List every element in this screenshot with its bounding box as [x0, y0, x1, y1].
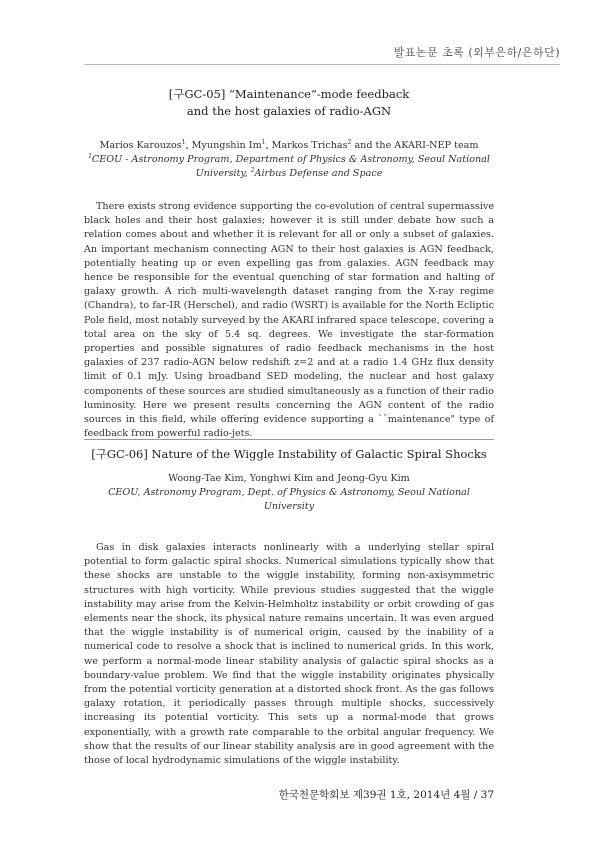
author-name: Markos Trichas	[271, 140, 348, 151]
title-line-2: and the host galaxies of radio-AGN	[186, 104, 392, 118]
affiliation-line: Airbus Defense and Space	[254, 168, 383, 179]
header-divider	[84, 64, 560, 65]
affil-mark: 2	[347, 138, 352, 146]
abstract-code: [구GC-05]	[168, 87, 226, 101]
abstract-title	[84, 86, 494, 120]
author-name: Marios Karouzos	[99, 140, 182, 151]
abstract-body: Gas in disk galaxies interacts nonlinearly with a underlying stellar spiral potential to form galactic spiral shocks. Numerical simulations typically show that these shocks are unstable to the wiggle instability, forming non-axisymmetric structures with high vorticity. While previous studies suggested that the wiggle instability may arise from the Kelvin-Helmholtz instability or orbit crowding of gas elements near the shock, its physical nature remains uncertain. It was even argued that the wiggle instability is of numerical origin, caused by the inability of a numerical code to resolve a shock that is inclined to numerical grids. In this work, we perform a normal-mode linear stability analysis of galactic spiral shocks as a boundary-value problem. We find that the wiggle instability originates physically from the potential vorticity generation at a distorted shock front. As the gas follows galaxy rotation, it periodically passes through multiple shocks, successively increasing its potential vorticity. This sets up a normal-mode that grows exponentially, with a growth rate comparable to the orbital angular frequency. We show that the results of our linear stability analysis are in good agreement with the those of local hydrodynamic simulations of the wiggle instability.	[84, 542, 494, 767]
abstract-title	[84, 446, 494, 463]
abstract-gc06	[84, 446, 494, 768]
author-list: Woong-Tae Kim, Yonghwi Kim and Jeong-Gyu Kim	[168, 473, 410, 484]
title-line-1: “Maintenance”-mode feedback	[229, 87, 410, 101]
title-text: Nature of the Wiggle Instability of Galactic Spiral Shocks	[151, 447, 487, 461]
affil-mark: 1	[261, 138, 266, 146]
affiliation	[84, 153, 494, 181]
affiliation: CEOU, Astronomy Program, Dept. of Physics & Astronomy, Seoul National University	[108, 487, 470, 512]
affil-mark: 1	[88, 152, 92, 160]
abstract-gc05	[84, 86, 494, 441]
affiliation-line: CEOU - Astronomy Program, Department of Physics & Astronomy, Seoul National	[91, 154, 490, 165]
abstract-code: [구GC-06]	[91, 447, 148, 461]
affil-mark: 2	[250, 166, 255, 174]
page-footer: 한국천문학회보 제39권 1호, 2014년 4월 / 37	[278, 789, 494, 801]
affil-mark: 1	[181, 138, 186, 146]
section-divider	[84, 439, 494, 440]
affiliation-line: University,	[195, 168, 251, 179]
running-header: 발표논문 초록 (외부은하/은하단)	[393, 46, 560, 59]
author-name: and the AKARI-NEP team	[351, 140, 479, 151]
author-list: Marios Karouzos$^1$, Myungshin Im$^1$, Markos Trichas$^2$ and the AKARI-NEP team	[99, 138, 479, 151]
abstract-body: There exists strong evidence supporting the co-evolution of central supermassive black holes and their host galaxies; however it is still under debate how such a relation comes about and whether it is relevant for all or only a subset of galaxies. An important mechanism connecting AGN to their host galaxies is AGN feedback, potentially heating up or even expelling gas from galaxies. AGN feedback may hence be responsible for the eventual quenching of star formation and halting of galaxy growth. A rich multi-wavelength dataset ranging from the X-ray regime (Chandra), to far-IR (Herschel), and radio (WSRT) is available for the North Ecliptic Pole field, most notably surveyed by the AKARI infrared space telescope, covering a total area on the sky of 5.4 sq. degrees. We investigate the star-formation properties and possible signatures of radio feedback mechanisms in the host galaxies of 237 radio-AGN below redshift z=2 and at a radio 1.4 GHz flux density limit of 0.1 mJy. Using broadband SED modeling, the nuclear and host galaxy components of these sources are studied simultaneously as a function of their radio luminosity. Here we present results concerning the AGN content of the radio sources in this field, while offering evidence supporting a ``maintenance" type of feedback from powerful radio-jets.	[84, 201, 494, 440]
author-name: Myungshin Im	[191, 140, 262, 151]
